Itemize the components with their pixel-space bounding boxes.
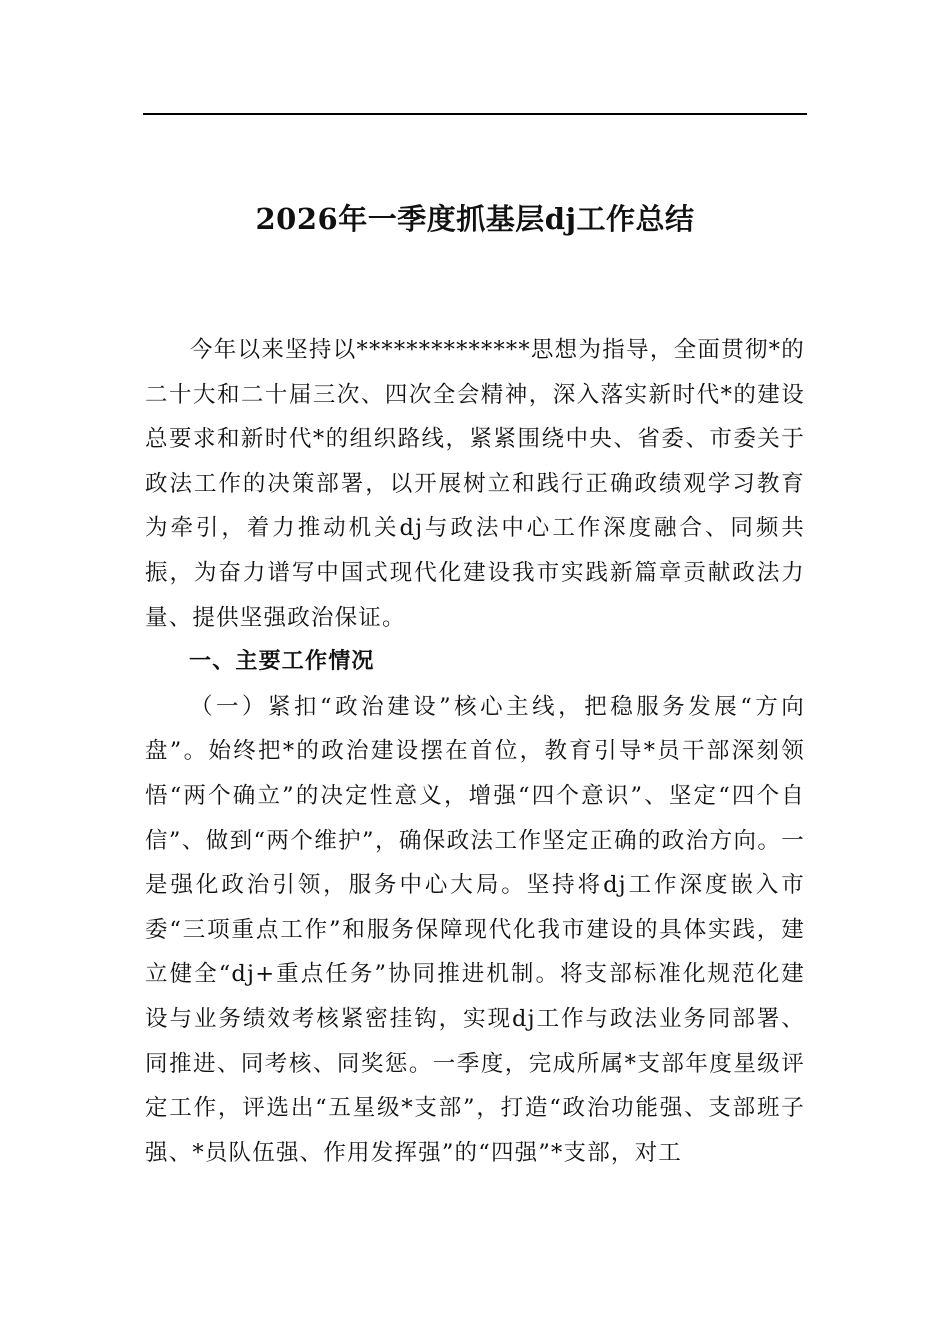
section-heading-main-work: 一、主要工作情况 xyxy=(189,649,375,675)
document-title: 2026年一季度抓基层dj工作总结 xyxy=(255,202,695,236)
subsection-body: 始终把*的政治建设摆在首位，教育引导*员干部深刻领悟“两个确立”的决定性意义，增强“四个意识”、坚定“四个自信”、做到“两个维护”，确保政法工作坚定正确的政治方向。一是强化政治引领，服务中心大局。坚持将dj工作深度嵌入市委“三项重点工作”和服务保障现代化我市建设的具体实践，建立健全“dj+重点任务”协同推进机制。将支部标准化规范化建设与业务绩效考核紧密挂钩，实现dj工作与政法业务同部署、同推进、同考核、同奖惩。一季度，完成所属*支部年度星级评定工作，评选出“五星级*支部”，打造“政治功能强、支部班子强、*员队伍强、作用发挥强”的“四强”*支部，对工 xyxy=(145,738,805,1166)
intro-paragraph: 今年以来坚持以**************思想为指导，全面贯彻*的二十大和二十届三次、四次全会精神，深入落实新时代*的建设总要求和新时代*的组织路线，紧紧围绕中央、省委、市委关于政法工作的决策部署，以开展树立和践行正确政绩观学习教育为牵引，着力推动机关dj与政法中心工作深度融合、同频共振，为奋力谱写中国式现代化建设我市实践新篇章贡献政法力量、提供坚强政治保证。 xyxy=(145,337,805,631)
header-rule xyxy=(143,113,807,115)
document-body xyxy=(145,328,805,1175)
subsection-lead: （一）紧扣“政治建设”核心主线，把稳服务发展“方向盘”。 xyxy=(145,693,805,765)
subsection-paragraph-political-building xyxy=(145,685,805,1176)
